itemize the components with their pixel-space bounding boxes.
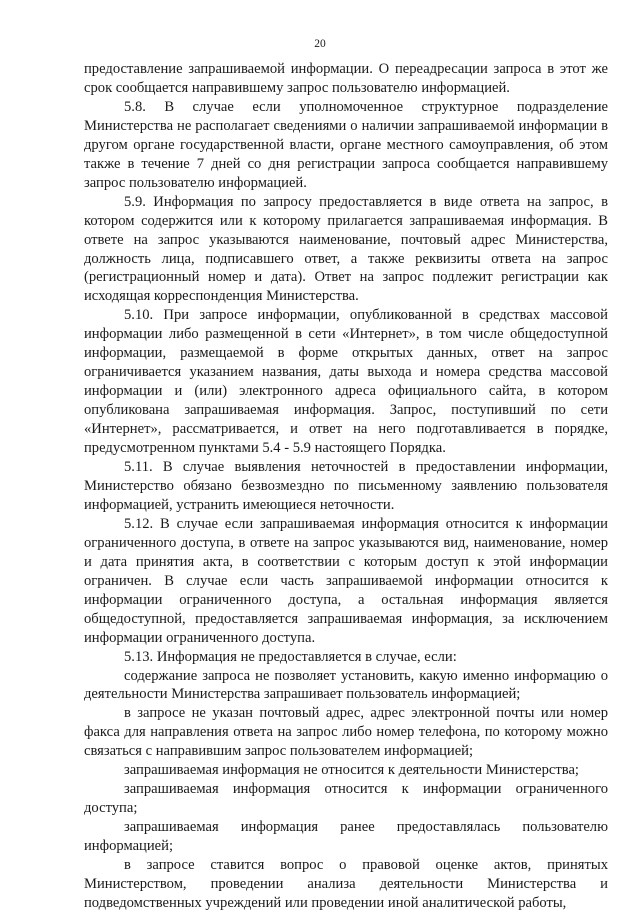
paragraph-5-8: 5.8. В случае если уполномоченное структурное подразделение Министерства не располагает сведениями о наличии запрашиваемой информации в другом органе государственной власти, органе местного самоуправления, об этом также в течение 7 дней со дня регистрации запроса сообщается направившему запрос пользователю информацией.: [84, 98, 608, 191]
paragraph-continuation: предоставление запрашиваемой информации. О переадресации запроса в этот же срок сообщается направившему запрос пользователю информацией.: [84, 61, 608, 96]
list-item: запрашиваемая информация не относится к деятельности Министерства;: [124, 762, 579, 779]
paragraph-5-9: 5.9. Информация по запросу предоставляется в виде ответа на запрос, в котором содержится или к которому прилагается запрашиваемая информация. В ответе на запрос указываются наименование, почтовый адрес Министерства, должность лица, подписавшего ответ, а также реквизиты ответа на запрос (регистрационный номер и дата). Ответ на запрос подлежит регистрации как исходящая корреспонденция Министерства.: [84, 193, 608, 305]
list-item: в запросе ставится вопрос о правовой оценке актов, принятых Министерством, проведении анализа деятельности Министерства и подведомственных учреждений или проведении иной аналитической работы,: [84, 857, 608, 911]
paragraph-5-13: 5.13. Информация не предоставляется в случае, если:: [124, 648, 457, 665]
paragraph-5-10: 5.10. При запросе информации, опубликованной в средствах массовой информации либо размещенной в сети «Интернет», в том числе общедоступной информации, размещаемой в форме открытых данных, ответ на запрос ограничивается указанием названия, даты выхода и номера средства массовой информации и (или) электронного адреса официального сайта, в котором опубликована запрашиваемая информация. Запрос, поступивший по сети «Интернет», рассматривается, и ответ на него подготавливается в порядке, предусмотренном пунктами 5.4 - 5.9 настоящего Порядка.: [84, 307, 608, 457]
list-item: запрашиваемая информация относится к информации ограниченного доступа;: [84, 781, 608, 817]
document-body: [84, 60, 608, 913]
list-item: содержание запроса не позволяет установить, какую именно информацию о деятельности Министерства запрашивает пользователь информацией;: [84, 667, 608, 703]
list-item: запрашиваемая информация ранее предоставлялась пользователю информацией;: [84, 819, 608, 855]
paragraph-5-11: 5.11. В случае выявления неточностей в предоставлении информации, Министерство обязано безвозмездно по письменному заявлению пользователя информацией, устранить имеющиеся неточности.: [84, 459, 608, 513]
page-number: 20: [314, 38, 326, 50]
list-item: в запросе не указан почтовый адрес, адрес электронной почты или номер факса для направления ответа на запрос либо номер телефона, по которому можно связаться с направившим запрос пользователем информацией;: [84, 705, 608, 760]
paragraph-5-12: 5.12. В случае если запрашиваемая информация относится к информации ограниченного доступа, в ответе на запрос указываются вид, наименование, номер и дата принятия акта, в соответствии с которым доступ к этой информации ограничен. В случае если часть запрашиваемой информации относится к информации ограниченного доступа, а остальная информация является общедоступной, предоставляется запрашиваемая информация, за исключением информации ограниченного доступа.: [84, 515, 608, 646]
